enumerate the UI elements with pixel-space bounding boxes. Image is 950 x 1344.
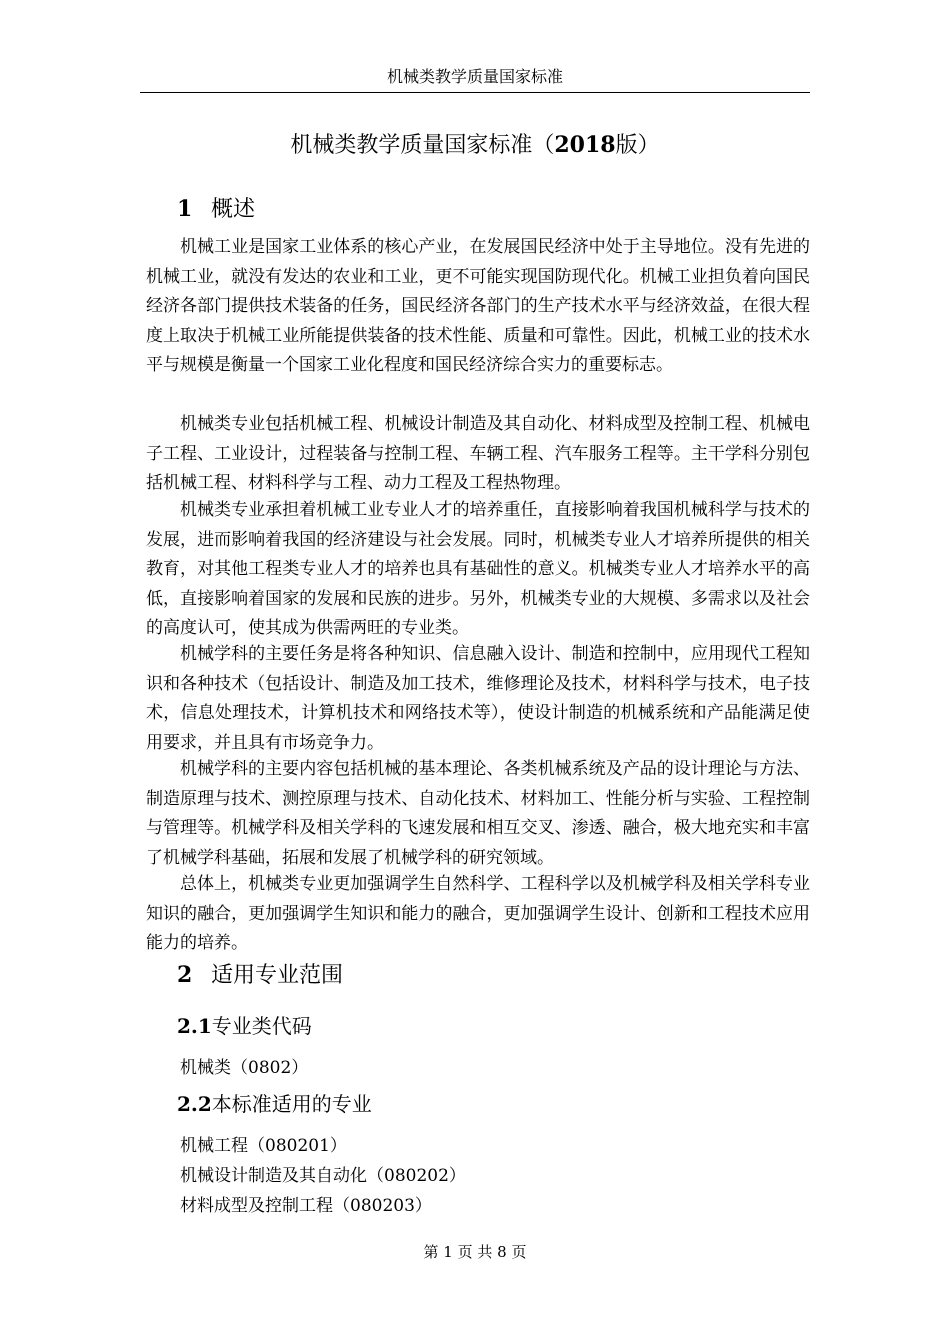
list-item: 机械设计制造及其自动化（080202） <box>180 1166 466 1186</box>
paragraph-overview: 机械工业是国家工业体系的核心产业，在发展国民经济中处于主导地位。没有先进的机械工业，就没有发达的农业和工业，更不可能实现国防现代化。机械工业担负着向国民经济各部门提供技术装备的任务，国民经济各部门的生产技术水平与经济效益，在很大程度上取决于机械工业所能提供装备的技术性能、质量和可靠性。因此，机械工业的技术水平与规模是衡量一个国家工业化程度和国民经济综合实力的重要标志。 <box>146 237 810 375</box>
subsection-number: 2.1 <box>177 1014 212 1038</box>
section-title: 适用专业范围 <box>211 963 344 988</box>
paragraph-tasks: 机械学科的主要任务是将各种知识、信息融入设计、制造和控制中，应用现代工程知识和各种技术（包括设计、制造及加工技术，维修理论及技术，材料科学与技术，电子技术，信息处理技术，计算机技术和网络技术等），使设计制造的机械系统和产品能满足使用要求，并且具有市场竞争力。 <box>146 644 810 753</box>
title-edition: 2018 <box>554 132 616 158</box>
category-code: 机械类（0802） <box>180 1058 309 1078</box>
paragraph-summary: 总体上，机械类专业更加强调学生自然科学、工程科学以及机械学科及相关学科专业知识的融合，更加强调学生知识和能力的融合，更加强调学生设计、创新和工程技术应用能力的培养。 <box>146 874 810 953</box>
document-title <box>140 130 810 161</box>
section-number: 2 <box>177 962 193 988</box>
section-heading-2 <box>177 960 343 991</box>
running-header: 机械类教学质量国家标准 <box>386 67 563 86</box>
subsection-heading-2-2 <box>177 1090 372 1118</box>
subsection-number: 2.2 <box>177 1092 212 1116</box>
header-rule <box>140 92 810 93</box>
page-footer: 第 1 页 共 8 页 <box>423 1243 527 1261</box>
section-number: 1 <box>177 196 193 222</box>
paragraph-majors: 机械类专业包括机械工程、机械设计制造及其自动化、材料成型及控制工程、机械电子工程、工业设计，过程装备与控制工程、车辆工程、汽车服务工程等。主干学科分别包括机械工程、材料科学与工程、动力工程及工程热物理。 <box>146 414 810 493</box>
paragraph-content: 机械学科的主要内容包括机械的基本理论、各类机械系统及产品的设计理论与方法、制造原理与技术、测控原理与技术、自动化技术、材料加工、性能分析与实验、工程控制与管理等。机械学科及相关学科的飞速发展和相互交叉、渗透、融合，极大地充实和丰富了机械学科基础，拓展和发展了机械学科的研究领域。 <box>146 759 810 868</box>
subsection-title: 本标准适用的专业 <box>211 1092 372 1116</box>
subsection-heading-2-1 <box>177 1012 312 1040</box>
title-prefix: 机械类教学质量国家标准（ <box>290 133 555 158</box>
title-suffix: 版） <box>615 133 660 158</box>
list-item: 机械工程（080201） <box>180 1136 347 1156</box>
section-title: 概述 <box>211 197 256 222</box>
list-item: 材料成型及控制工程（080203） <box>180 1196 432 1216</box>
subsection-title: 专业类代码 <box>211 1014 312 1038</box>
paragraph-role: 机械类专业承担着机械工业专业人才的培养重任，直接影响着我国机械科学与技术的发展，进而影响着我国的经济建设与社会发展。同时，机械类专业人才培养所提供的相关教育，对其他工程类专业人才的培养也具有基础性的意义。机械类专业人才培养水平的高低，直接影响着国家的发展和民族的进步。另外，机械类专业的大规模、多需求以及社会的高度认可，使其成为供需两旺的专业类。 <box>146 500 810 638</box>
section-heading-1 <box>177 194 255 225</box>
